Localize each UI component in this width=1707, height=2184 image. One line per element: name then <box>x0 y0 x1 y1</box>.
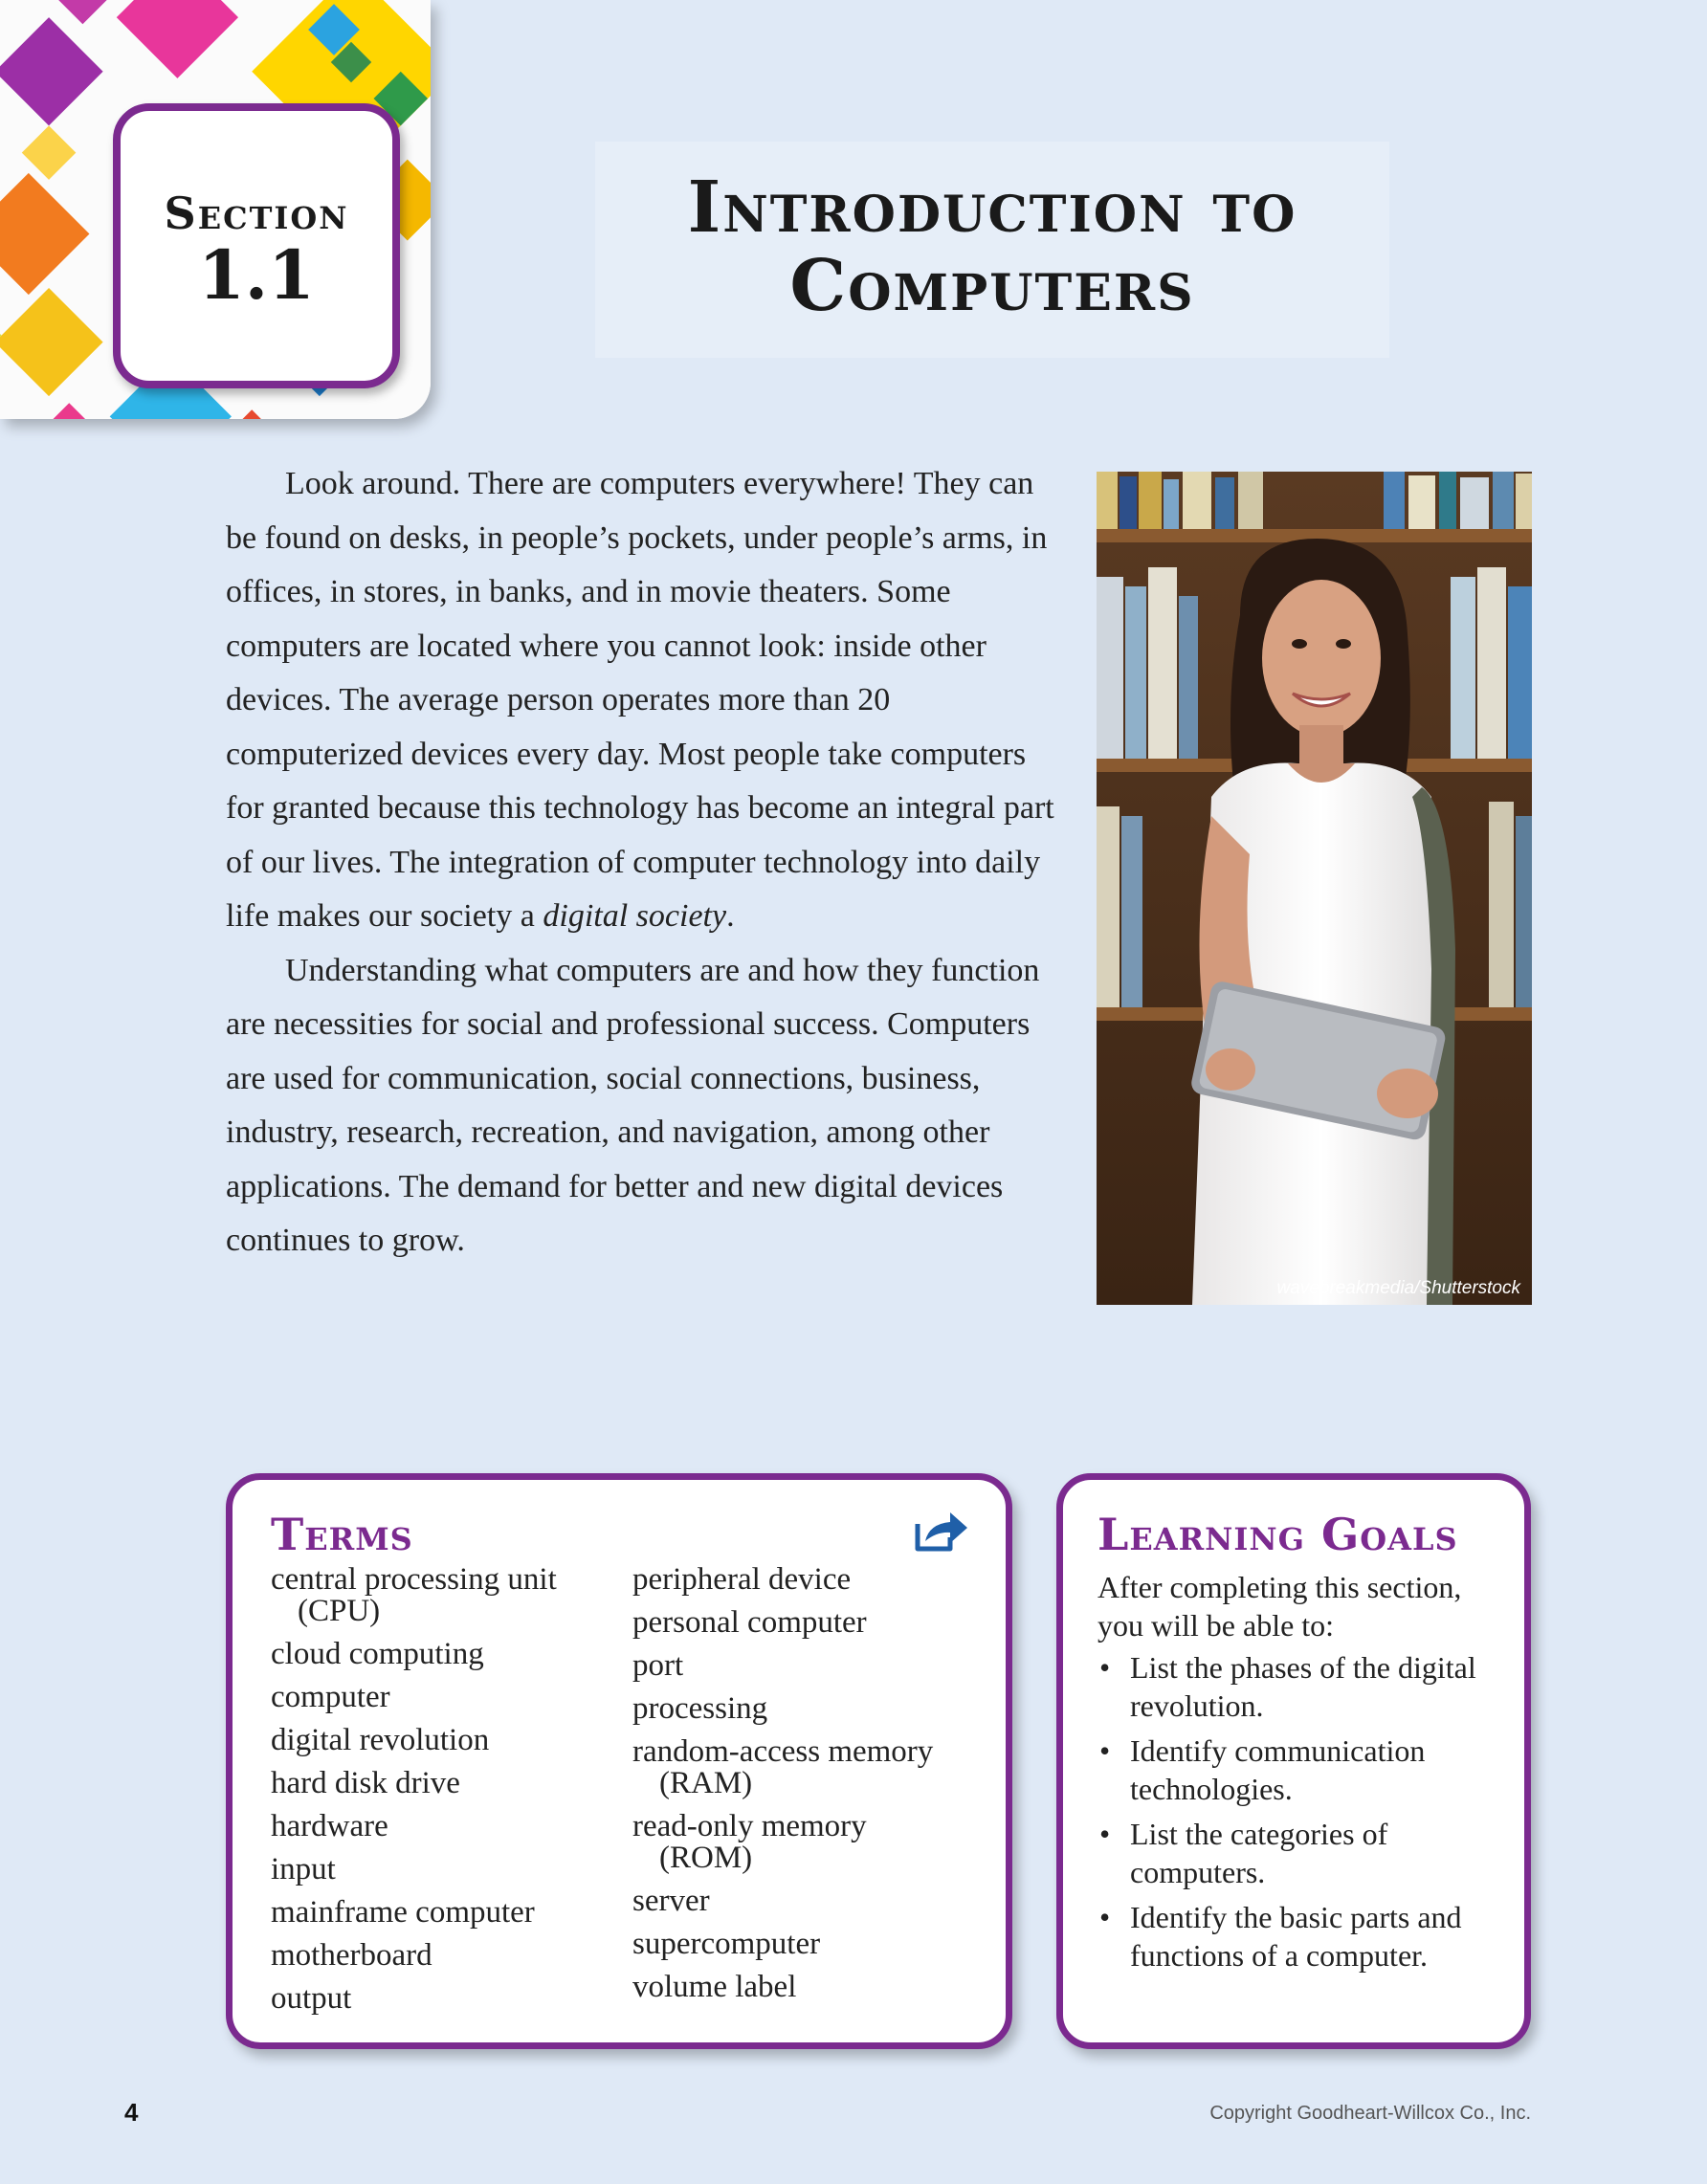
student-photo <box>1097 472 1532 1305</box>
intro-p1-emphasis: digital society <box>543 898 727 934</box>
terms-column-2 <box>632 1564 996 2015</box>
term-item: port <box>632 1648 684 1683</box>
intro-text <box>226 457 1058 1268</box>
section-number: 1.1 <box>198 235 315 315</box>
terms-column-1 <box>271 1564 615 2026</box>
term-text: read-only memory <box>632 1809 867 1843</box>
term-item <box>632 1811 996 1874</box>
term-item: personal computer <box>632 1605 867 1640</box>
intro-p1-end: . <box>726 898 735 934</box>
title-line-1: Introduction to <box>687 166 1297 249</box>
goal-item: • List the phases of the digital revolution. <box>1097 1648 1509 1725</box>
term-item: output <box>271 1981 352 2016</box>
term-abbreviation: (ROM) <box>659 1841 753 1875</box>
learning-goals-card <box>1056 1473 1531 2049</box>
term-item: input <box>271 1852 336 1886</box>
term-item: hardware <box>271 1809 388 1843</box>
section-badge <box>113 103 400 388</box>
learning-goals-list <box>1097 1648 1509 1981</box>
goal-item: • Identify communication technologies. <box>1097 1732 1509 1808</box>
term-abbreviation: (RAM) <box>659 1766 753 1800</box>
term-text: central processing unit <box>271 1562 557 1597</box>
page-title <box>595 142 1389 358</box>
term-abbreviation: (CPU) <box>298 1594 381 1628</box>
goal-item: • List the categories of computers. <box>1097 1815 1509 1891</box>
term-item <box>271 1564 615 1627</box>
term-item: mainframe computer <box>271 1895 535 1930</box>
terms-card <box>226 1473 1012 2049</box>
term-item: supercomputer <box>632 1927 821 1961</box>
term-item: peripheral device <box>632 1562 852 1597</box>
intro-p1-text: Look around. There are computers everywhere! They can be found on desks, in people’s pockets, under people’s arms, in offices, in stores, in banks, and in movie theaters. Some computers are located where you cannot look: inside other devices. The average person operates more than 20 computerized devices every day. Most people take computers for granted because this technology has become an integral part of our lives. The integration of computer technology into daily life makes our society a <box>226 466 1054 934</box>
page-number: 4 <box>124 2098 139 2127</box>
terms-heading: Terms <box>271 1509 413 1560</box>
term-item: hard disk drive <box>271 1766 460 1800</box>
learning-goals-intro: After completing this section, you will be able to: <box>1097 1570 1462 1643</box>
photo-credit: wavebreakmedia/Shutterstock <box>1276 1278 1520 1298</box>
section-label: Section <box>164 188 349 239</box>
term-item: motherboard <box>271 1938 432 1973</box>
term-item: processing <box>632 1691 768 1726</box>
term-item: computer <box>271 1680 390 1714</box>
term-item: cloud computing <box>271 1637 484 1671</box>
term-item: server <box>632 1884 710 1918</box>
copyright-notice: Copyright Goodheart-Willcox Co., Inc. <box>1209 2103 1531 2124</box>
goal-item: • Identify the basic parts and functions of a computer. <box>1097 1898 1509 1974</box>
intro-paragraph-1 <box>226 457 1058 944</box>
learning-goals-heading: Learning Goals <box>1097 1509 1458 1560</box>
intro-paragraph-2: Understanding what computers are and how they function are necessities for social and professional success. Computers are used for communication, social connections, business, industry, research, recreation, and navigation, among other applications. The demand for better and new digital devices continues to grow. <box>226 952 1040 1258</box>
term-item: volume label <box>632 1970 797 2004</box>
term-item: digital revolution <box>271 1723 490 1757</box>
term-text: random-access memory <box>632 1734 934 1769</box>
term-item <box>632 1736 996 1799</box>
share-arrow-icon[interactable] <box>912 1507 969 1558</box>
title-line-2: Computers <box>789 245 1195 327</box>
